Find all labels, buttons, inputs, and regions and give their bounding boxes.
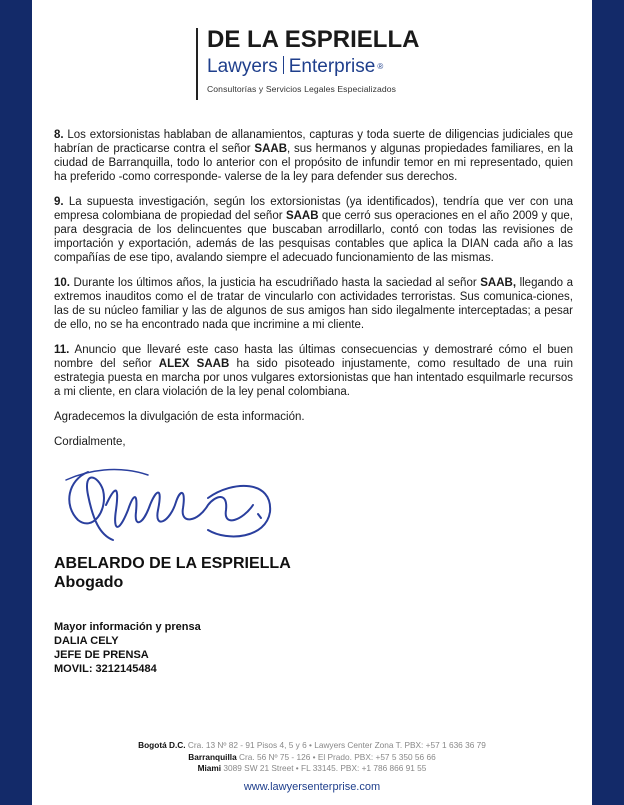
brand-sub-separator [283, 56, 284, 74]
right-border-bar [592, 0, 624, 805]
paragraph-text: Los extorsionistas hablaban de allanamientos, capturas y toda suerte de diligencias judiciales que habrían de practicarse contra el señor [54, 129, 573, 155]
signer-block [54, 554, 291, 592]
paragraph-text: , sus hermanos y algunas propiedades familiares, en la ciudad de Barranquilla, todo lo anterior con el propósito de infundir temor en mi representado, quien ha preferido -como corresponde- valerse de la ley para defender sus derechos. [54, 143, 573, 183]
paragraph-11 [54, 343, 573, 399]
footer-city-miami: Miami [197, 763, 222, 773]
paragraph-number: 10. [54, 277, 70, 289]
brand-name: DE LA ESPRIELLA [207, 26, 420, 53]
bold-text: SAAB [285, 210, 319, 222]
press-contact-role: JEFE DE PRENSA [54, 649, 149, 661]
paragraph-text: que cerró sus operaciones en el año 2009 y que, para desgracia de los delincuentes que buscaban arrodillarlo, contó con todas las revisiones de importación y exportación, además de las pesquisas contables que aplica la DIAN cada año a las compañías de ese tipo, avalando siempre el adecuado funcionamiento de las mismas. [54, 210, 573, 264]
letterhead [196, 26, 456, 102]
paragraph-text: llegando a extremos inauditos como el de tratar de vincularlo con actividades terroristas. Sus comunica-ciones, las de su núcleo familiar y las de algunos de sus amigos han sido ilegalmente interceptadas; a pesar de ello, no se ha encontrado nada que incrimine a mi cliente. [54, 277, 573, 331]
paragraph-10 [54, 276, 573, 332]
press-contact-name: DALIA CELY [54, 635, 119, 647]
footer-addresses [40, 740, 584, 775]
footer-address-miami: 3089 SW 21 Street • FL 33145. PBX: +1 786 866 91 55 [221, 763, 427, 773]
closing-line: Cordialmente, [54, 436, 126, 448]
brand-sub-left: Lawyers [207, 56, 278, 77]
paragraph-text: La supuesta investigación, según los extorsionistas (ya identificados), tendría que ver con una empresa colombiana de propiedad del señor [54, 196, 573, 222]
thanks-line: Agradecemos la divulgación de esta información. [54, 411, 305, 423]
paragraph-number: 8. [54, 129, 64, 141]
paragraph-9 [54, 195, 573, 265]
footer-address-bogota: Cra. 13 Nº 82 - 91 Pisos 4, 5 y 6 • Lawyers Center Zona T. PBX: +57 1 636 36 79 [185, 740, 486, 750]
paragraph-text: Anuncio que llevaré este caso hasta las últimas consecuencias y demostraré cómo el buen nombre del señor [54, 344, 573, 370]
signer-name: ABELARDO DE LA ESPRIELLA [54, 555, 291, 572]
press-phone: MOVIL: 3212145484 [54, 663, 157, 675]
footer-line-barranquilla [40, 752, 584, 764]
paragraph-number: 11. [54, 344, 70, 356]
paragraph-text: Durante los últimos años, la justicia ha escudriñado hasta la saciedad al señor [70, 277, 481, 289]
footer-address-barranquilla: Cra. 56 Nº 75 - 126 • El Prado. PBX: +57 5 350 56 66 [236, 751, 436, 762]
paragraph-text: ha sido pisoteado injustamente, como resultado de una ruin estrategia puesta en marcha por unos vulgares extorsionistas que han intentado esquilmarle recursos a mi cliente, en clara violación de la ley penal colombiana. [54, 358, 573, 398]
letterhead-divider [196, 28, 198, 100]
signer-role: Abogado [54, 574, 124, 591]
bold-text: SAAB [254, 143, 288, 155]
footer-line-miami [40, 763, 584, 775]
brand-subtitle [207, 56, 383, 78]
paragraph-list [54, 128, 573, 399]
press-contact [54, 620, 201, 676]
letter-body [54, 128, 573, 460]
bold-text: ALEX SAAB [158, 358, 230, 370]
footer-city-barranquilla: Barranquilla [188, 751, 237, 762]
footer-line-bogota [40, 740, 584, 752]
left-border-bar [0, 0, 32, 805]
registered-mark: ® [377, 62, 384, 71]
press-title: Mayor información y prensa [54, 621, 201, 633]
bold-text: SAAB, [480, 277, 517, 289]
website-link[interactable]: www.lawyersenterprise.com [243, 781, 381, 793]
footer-city-bogota: Bogotá D.C. [138, 740, 186, 750]
brand-sub-right: Enterprise [288, 56, 376, 77]
brand-tagline: Consultorías y Servicios Legales Especializados [207, 84, 397, 94]
paragraph-8 [54, 128, 573, 184]
paragraph-number: 9. [54, 196, 64, 208]
handwritten-signature [58, 450, 288, 550]
